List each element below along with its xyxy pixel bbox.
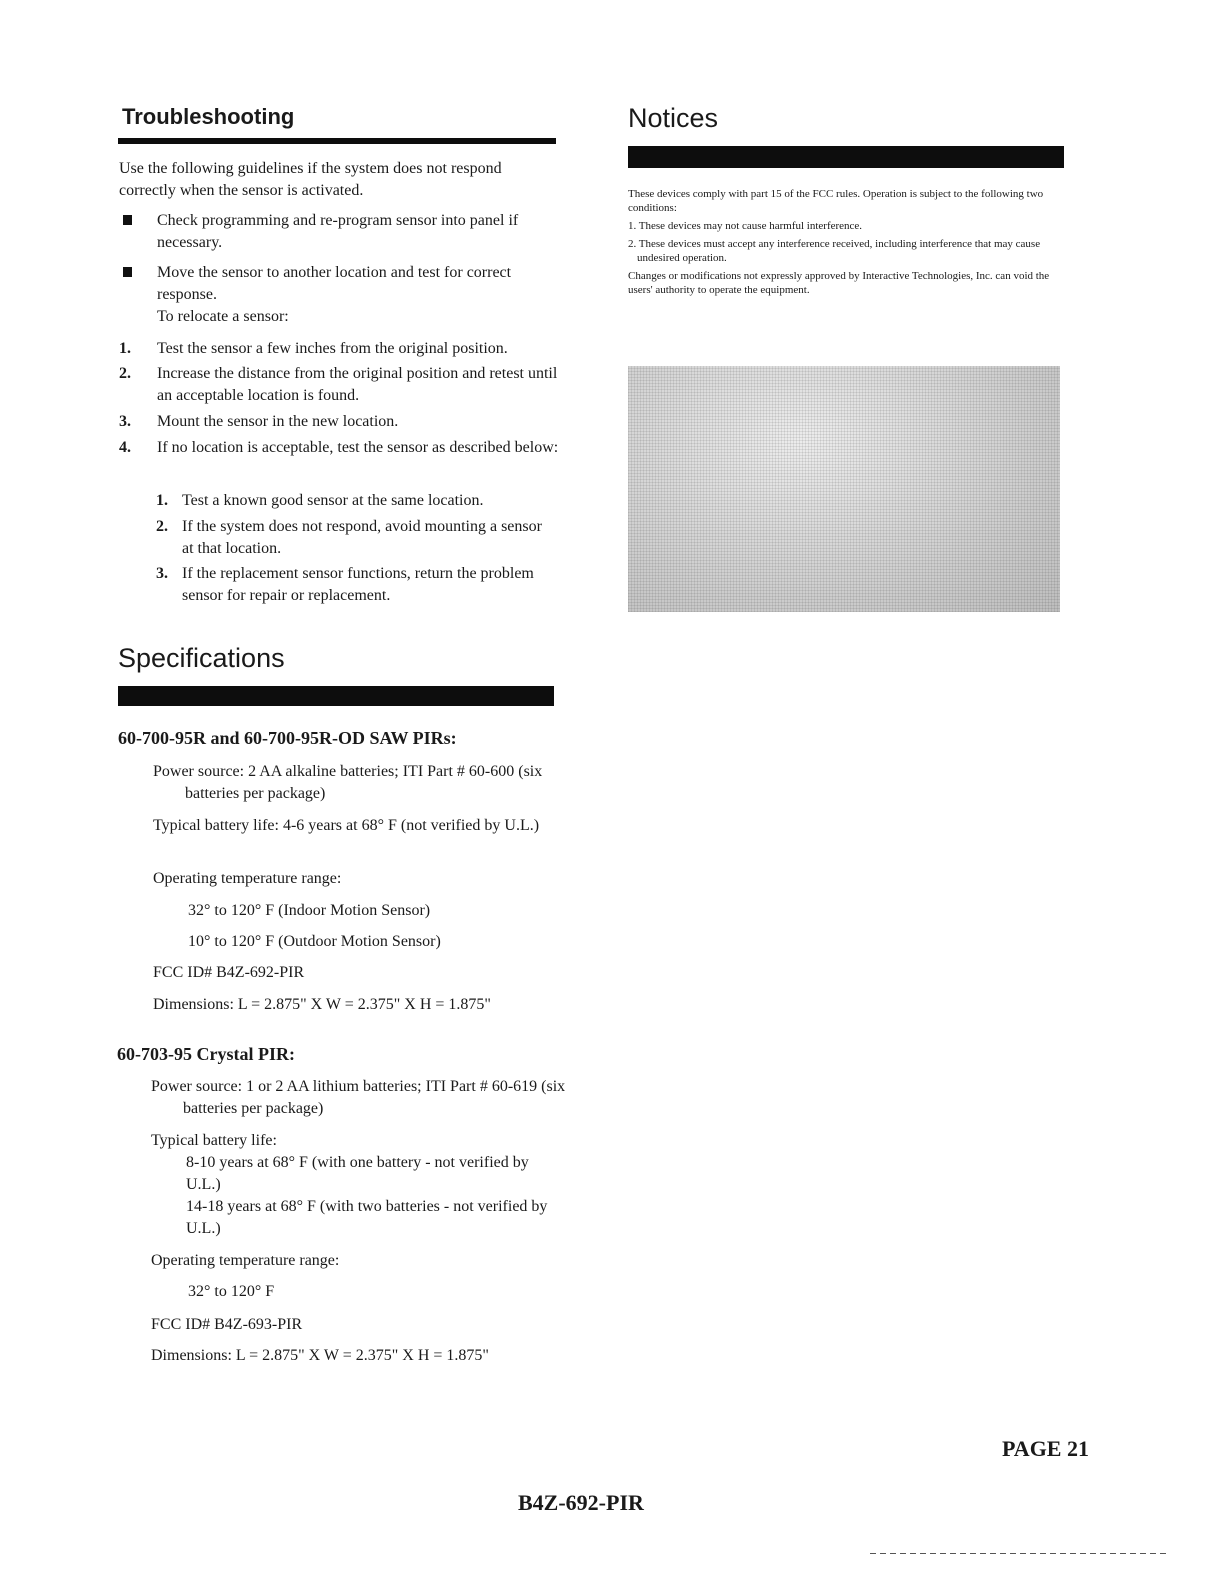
step-text: Test the sensor a few inches from the original position. [157,340,508,357]
notices-rule [628,146,1064,168]
substep-text: If the replacement sensor functions, return the problem sensor for repair or replacement. [182,565,534,604]
model2-fcc: FCC ID# B4Z-693-PIR [151,1316,303,1333]
notices-title: Notices [628,103,719,133]
step-item [119,338,559,360]
troubleshooting-rule [118,138,556,144]
substep-text: Test a known good sensor at the same location. [182,492,484,509]
model1-dimensions: Dimensions: L = 2.875" X W = 2.375" X H = 1.875" [153,996,491,1013]
model2-battery-label: Typical battery life: [151,1132,277,1149]
substep-number: 1. [156,492,168,509]
model1-power: Power source: 2 AA alkaline batteries; ITI Part # 60-600 (six batteries per package) [153,763,543,802]
substep-text: If the system does not respond, avoid mounting a sensor at that location. [182,518,542,557]
model1-temp-indoor: 32° to 120° F (Indoor Motion Sensor) [188,902,431,919]
bullet-text: Move the sensor to another location and test for correct response. [157,264,512,303]
bullet-item [123,210,559,254]
substep-number: 2. [156,518,168,535]
substep-item [156,563,556,607]
substep-item [156,516,556,560]
halftone-image-placeholder [628,366,1060,612]
model2-dimensions: Dimensions: L = 2.875" X W = 2.375" X H = 1.875" [151,1347,489,1364]
page-number: PAGE 21 [1002,1436,1089,1461]
model2-temp-label: Operating temperature range: [151,1252,340,1269]
step-text: Mount the sensor in the new location. [157,413,399,430]
bullet-square-icon [123,215,132,225]
substep-number: 3. [156,565,168,582]
step-number: 3. [119,413,131,430]
model2-battery-one: 8-10 years at 68° F (with one battery - not verified by U.L.) [186,1154,529,1193]
step-number: 1. [119,340,131,357]
bullet-item [123,262,559,328]
model1-heading: 60-700-95R and 60-700-95R-OD SAW PIRs: [118,728,457,748]
model2-power: Power source: 1 or 2 AA lithium batteries; ITI Part # 60-619 (six batteries per package) [151,1078,566,1117]
notice-item: 1. These devices may not cause harmful interference. [628,220,863,232]
model1-temp-label: Operating temperature range: [153,870,342,887]
troubleshooting-title: Troubleshooting [122,104,295,129]
relocate-label: To relocate a sensor: [157,308,289,325]
model1-temp-outdoor: 10° to 120° F (Outdoor Motion Sensor) [188,933,441,950]
troubleshooting-intro: Use the following guidelines if the system does not respond correctly when the sensor is activated. [119,160,502,199]
step-number: 4. [119,439,131,456]
notice-item: 2. These devices must accept any interference received, including interference that may cause undesired operation. [628,238,1041,264]
model1-battery: Typical battery life: 4-6 years at 68° F (not verified by U.L.) [153,817,540,834]
bullet-text: Check programming and re-program sensor into panel if necessary. [157,212,519,251]
model1-fcc: FCC ID# B4Z-692-PIR [153,964,305,981]
step-item [119,363,559,407]
step-text: Increase the distance from the original position and retest until an acceptable location is found. [157,365,558,404]
model2-heading: 60-703-95 Crystal PIR: [117,1044,295,1064]
step-item [119,411,559,433]
scan-bottom-line [870,1553,1170,1554]
step-text: If no location is acceptable, test the sensor as described below: [157,439,559,456]
step-number: 2. [119,365,131,382]
model2-temp: 32° to 120° F [188,1283,275,1300]
notices-intro: These devices comply with part 15 of the FCC rules. Operation is subject to the following two conditions: [628,188,1044,214]
step-item [119,437,559,459]
model2-battery-two: 14-18 years at 68° F (with two batteries - not verified by U.L.) [186,1198,548,1237]
specifications-rule [118,686,554,706]
specifications-title: Specifications [118,643,285,673]
substep-item [156,490,556,512]
notices-body [628,187,1064,297]
footer-model: B4Z-692-PIR [518,1490,644,1515]
notices-changes: Changes or modifications not expressly approved by Interactive Technologies, Inc. can void the users' authority to operate the equipment. [628,270,1050,296]
bullet-square-icon [123,267,132,277]
